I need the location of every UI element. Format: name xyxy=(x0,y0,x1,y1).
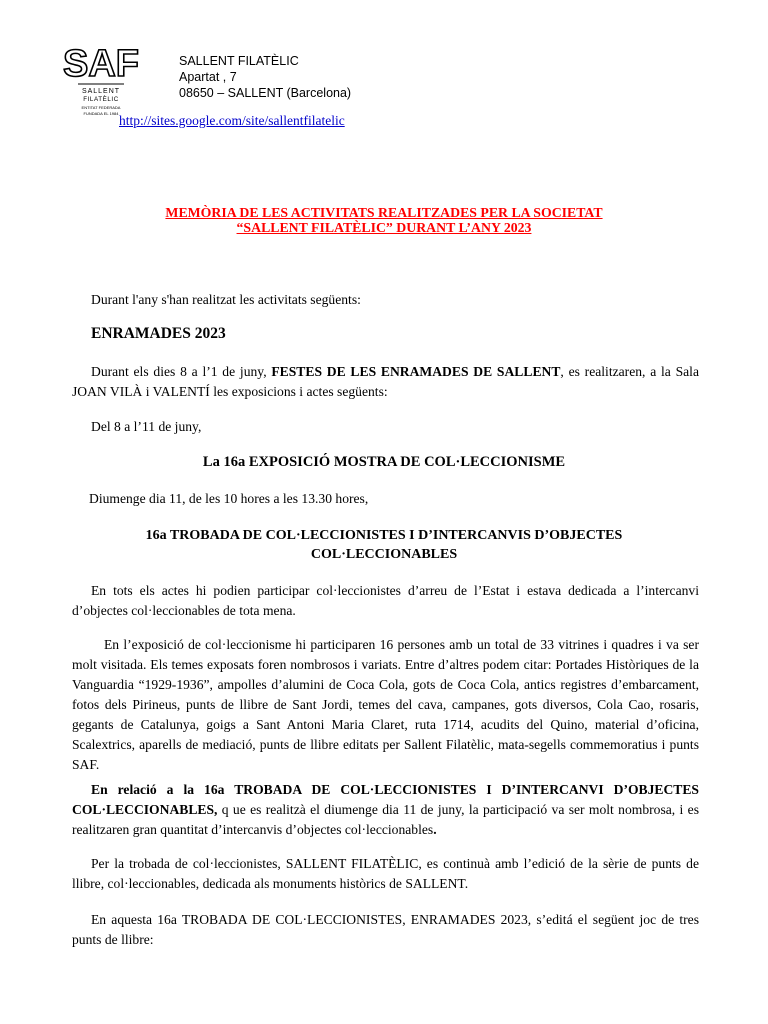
paragraph-joc-punts: En aquesta 16a TROBADA DE COL·LECCIONISTES, ENRAMADES 2023, s’editá el següent joc de tres punts de llibre: xyxy=(72,912,699,947)
svg-text:SALLENT: SALLENT xyxy=(81,88,121,95)
svg-text:SAF: SAF xyxy=(63,43,139,85)
intro-text: Durant l'any s'han realitzat les activitats següents: xyxy=(91,292,361,307)
dates-trobada: Diumenge dia 11, de les 10 hores a les 13.30 hores, xyxy=(89,491,369,506)
address-line-1: Apartat , 7 xyxy=(179,70,237,84)
heading-trobada xyxy=(0,526,768,564)
address-line-2: 08650 – SALLENT (Barcelona) xyxy=(179,86,352,100)
heading-trobada-line-2: COL·LECCIONABLES xyxy=(310,547,458,562)
saf-logo xyxy=(63,40,139,118)
website-link[interactable]: http://sites.google.com/site/sallentfilatelic xyxy=(119,113,345,128)
svg-text:ENTITAT FEDERADA: ENTITAT FEDERADA xyxy=(81,105,121,110)
letterhead-address xyxy=(179,53,351,101)
section-heading: ENRAMADES 2023 xyxy=(91,325,226,342)
heading-exposicio: La 16a EXPOSICIÓ MOSTRA DE COL·LECCIONISME xyxy=(202,454,566,470)
heading-trobada-line-1: 16a TROBADA DE COL·LECCIONISTES I D’INTERCANVIS D’OBJECTES xyxy=(145,528,623,543)
organization-name: SALLENT FILATÈLIC xyxy=(179,54,299,68)
document-title xyxy=(0,205,768,235)
paragraph-punts-llibre: Per la trobada de col·leccionistes, SALLENT FILATÈLIC, es continuà amb l’edició de la sèrie de punts de llibre, col·leccionables, dedicada als monuments històrics de SALLENT. xyxy=(72,856,699,891)
title-line-2: “SALLENT FILATÈLIC” DURANT L’ANY 2023 xyxy=(236,220,532,235)
paragraph-festes: Durant els dies 8 a l’1 de juny, FESTES DE LES ENRAMADES DE SALLENT, es realitzaren, a la Sala JOAN VILÀ i VALENTÍ les exposicions i actes següents: xyxy=(72,364,699,399)
paragraph-trobada: En relació a la 16a TROBADA DE COL·LECCIONISTES I D’INTERCANVI D’OBJECTES COL·LECCIONABLES, q ue es realitzà el diumenge dia 11 de juny, la participació va ser molt nombrosa, i es realitzaren gran quantitat d’intercanvis d’objectes col·leccionables. xyxy=(72,782,699,837)
dates-expo: Del 8 a l’11 de juny, xyxy=(91,419,202,434)
paragraph-exposicio: En l’exposició de col·leccionisme hi participaren 16 persones amb un total de 33 vitrines i quadres i va ser molt visitada. Els temes exposats foren nombrosos i variats. Entre d’altres podem citar: Portades Històriques de la Vanguardia “1929-1936”, ampolles d’alumini de Coca Cola, gots de Coca Cola, antics registres d’embarcament, fotos dels Pirineus, punts de llibre de Sant Jordi, temes del cava, campanes, gots diversos, Cola Cao, rosaris, gegants de Catalunya, goigs a Sant Antoni Maria Claret, ruta 1714, acudits del Quino, material d’oficina, Scalextrics, aparells de mediació, punts de llibre editats per Sallent Filatèlic, mata-segells commemoratius i punts SAF. xyxy=(72,637,699,772)
paragraph-participants: En tots els actes hi podien participar col·leccionistes d’arreu de l’Estat i estava dedicada a l’intercanvi d’objectes col·leccionables de tota mena. xyxy=(72,583,699,618)
svg-text:FUNDADA EL 1984: FUNDADA EL 1984 xyxy=(83,111,119,116)
title-line-1: MEMÒRIA DE LES ACTIVITATS REALITZADES PER LA SOCIETAT xyxy=(165,205,603,220)
svg-text:FILATÈLIC: FILATÈLIC xyxy=(83,96,119,103)
